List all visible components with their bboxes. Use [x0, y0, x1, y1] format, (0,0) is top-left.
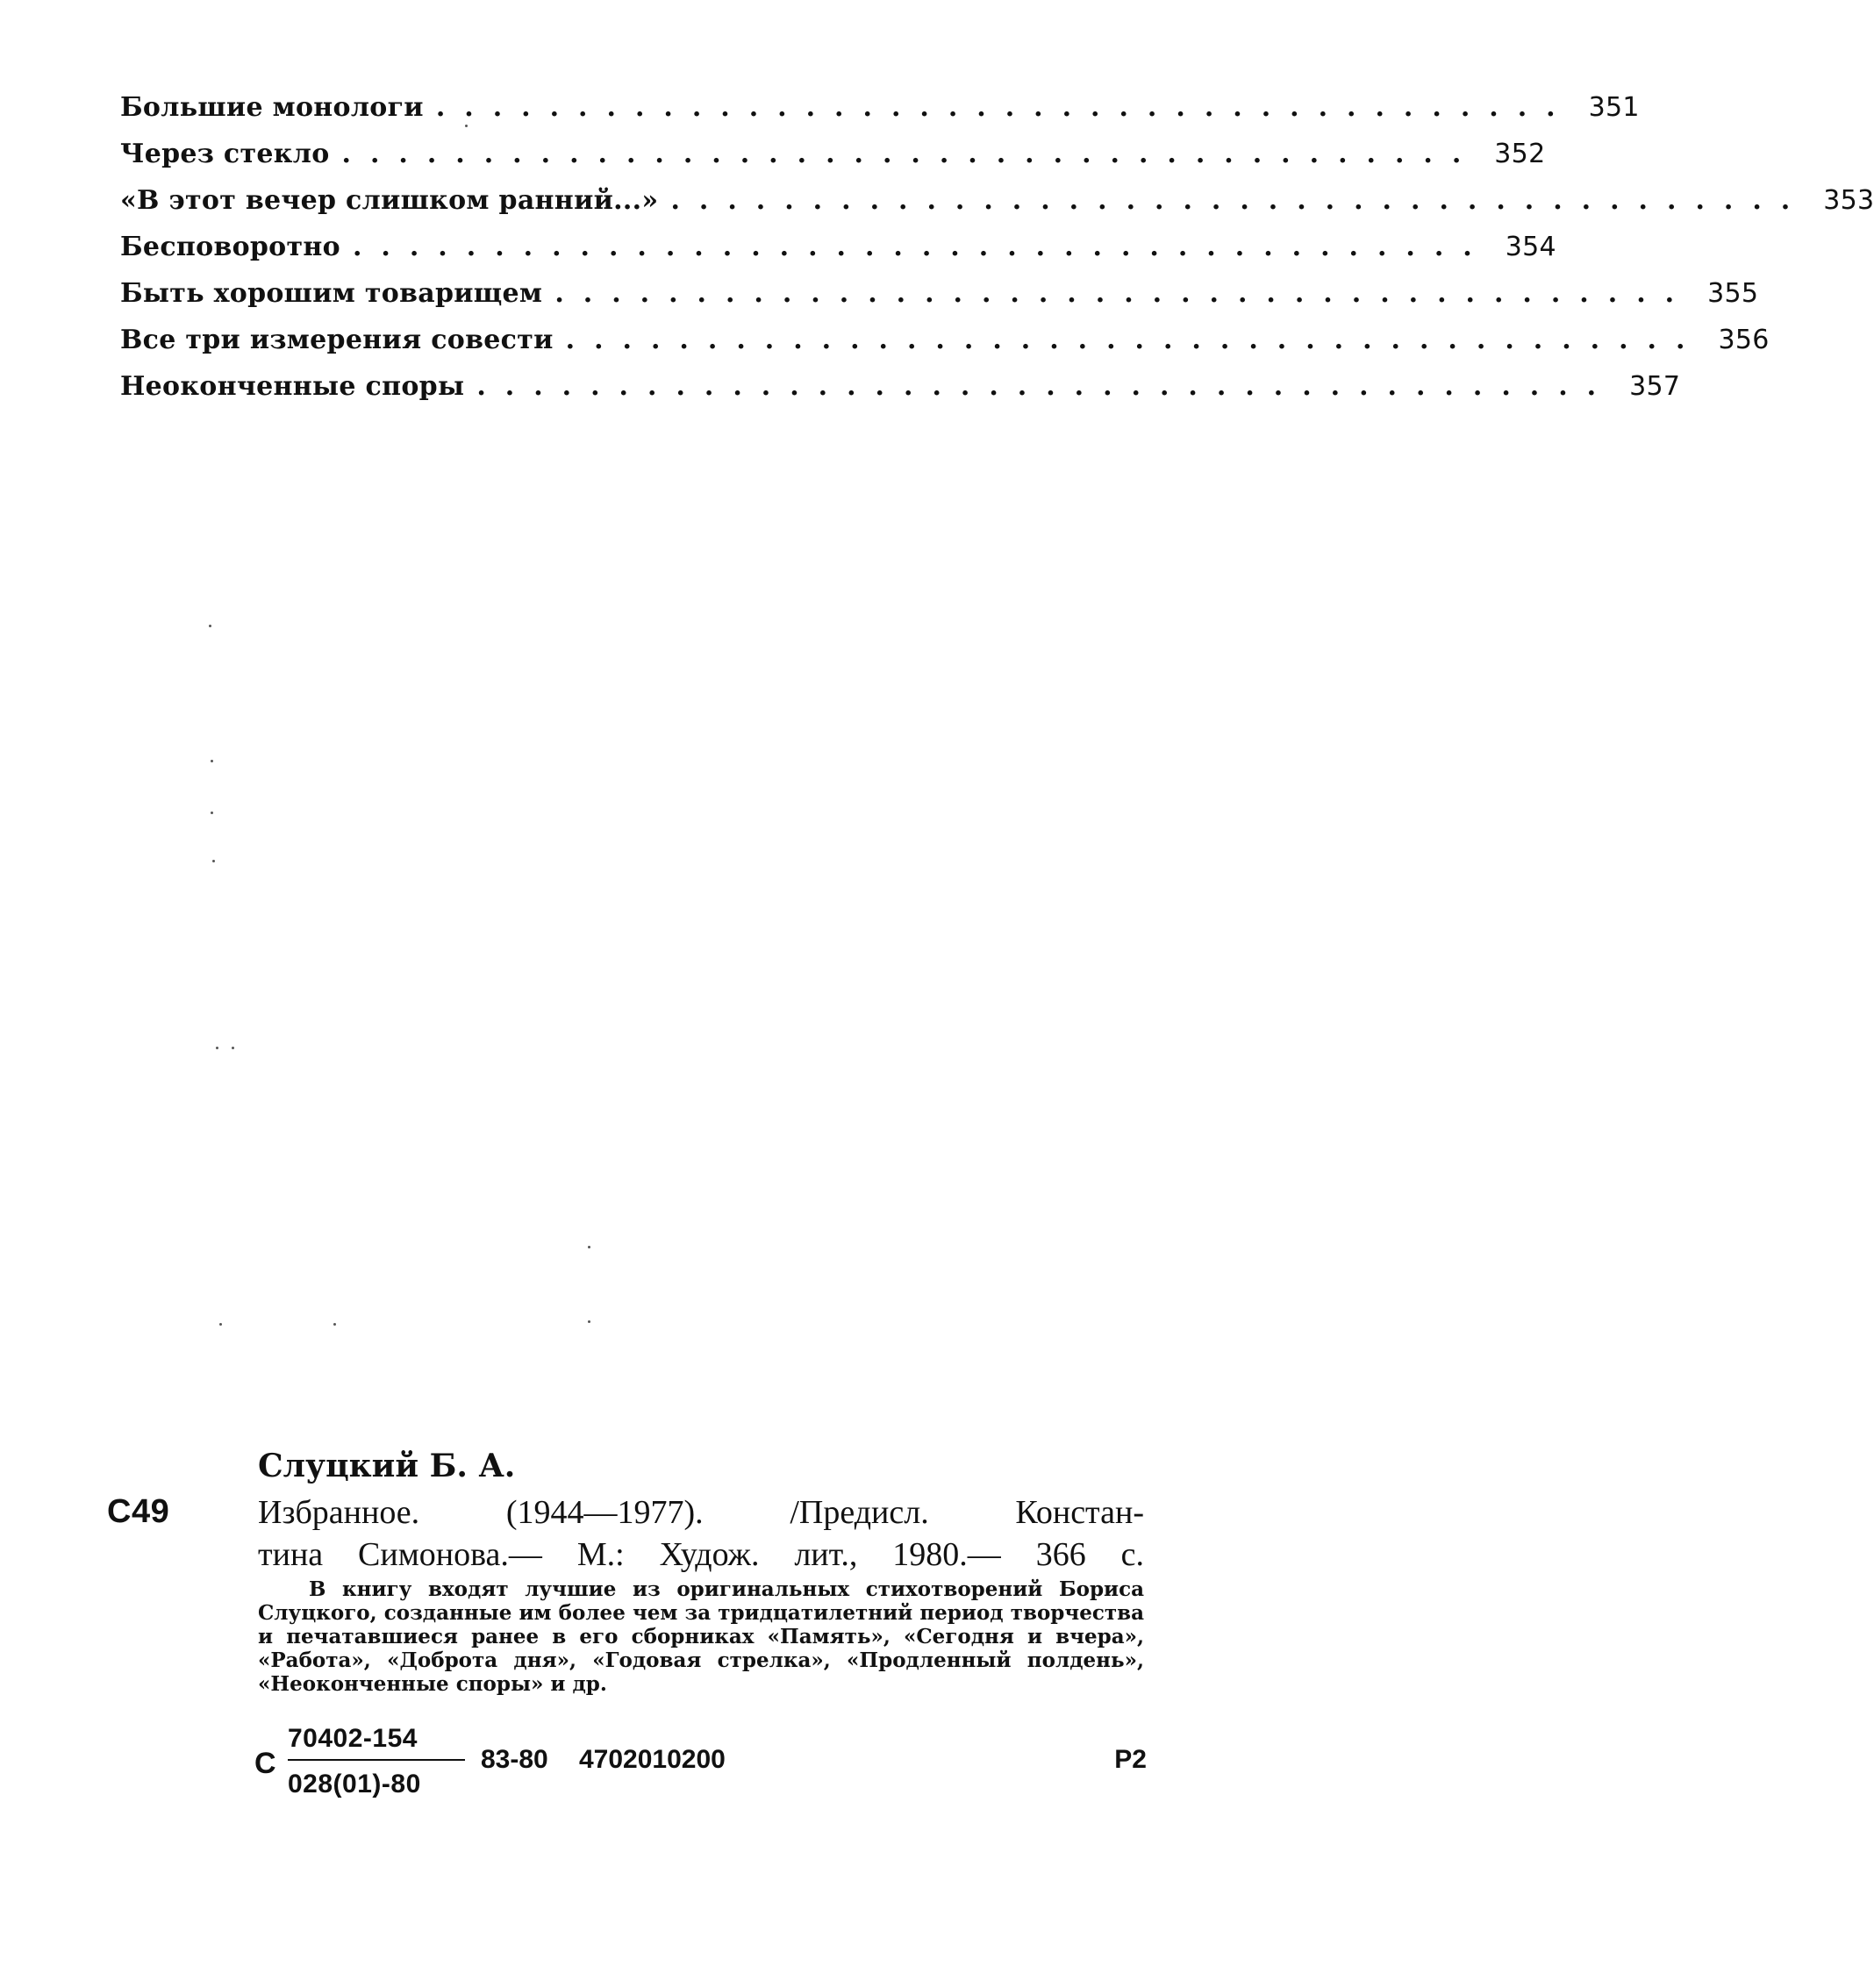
scan-speck	[216, 1047, 218, 1049]
code-number: 4702010200	[579, 1745, 726, 1774]
fraction-line	[288, 1759, 465, 1761]
code-denominator: 028(01)-80	[288, 1770, 421, 1798]
toc-entry-page: 356	[1718, 325, 1770, 355]
code-numerator: 70402-154	[288, 1724, 418, 1753]
toc-dot-leader: ........................................	[352, 232, 1491, 262]
toc-entry-page: 357	[1629, 371, 1681, 402]
toc-dot-leader: ........................................	[341, 139, 1481, 169]
toc-entry-page: 355	[1707, 278, 1759, 309]
toc-entry-title: Через стекло	[120, 139, 330, 169]
toc-entry	[120, 185, 1874, 232]
card-description-line-2: тина Симонова.— М.: Худож. лит., 1980.— 366 с.	[258, 1536, 1144, 1573]
card-author: Слуцкий Б. А.	[258, 1448, 516, 1484]
toc-dot-leader: ........................................	[476, 371, 1616, 402]
scan-speck	[211, 812, 213, 814]
scan-speck	[209, 625, 211, 627]
toc-dot-leader: ........................................	[435, 92, 1575, 123]
toc-dot-leader: ........................................	[554, 278, 1694, 309]
card-index: С49	[107, 1493, 170, 1530]
scan-speck	[588, 1320, 590, 1323]
toc-entry-title: Все три измерения совести	[120, 325, 554, 355]
toc-entry-title: Быть хорошим товарищем	[120, 278, 543, 309]
toc-dot-leader: ........................................	[670, 185, 1810, 216]
toc-entry	[120, 325, 1770, 371]
toc-entry-title: «В этот вечер слишком ранний...»	[120, 185, 659, 216]
scan-speck	[333, 1323, 336, 1326]
scan-speck	[465, 125, 468, 127]
toc-entry-title: Большие монологи	[120, 92, 424, 123]
toc-entry	[120, 139, 1546, 185]
toc-entry-page: 352	[1494, 139, 1546, 169]
toc-entry-page: 353	[1823, 185, 1874, 216]
scan-speck	[211, 760, 213, 762]
scan-speck	[219, 1323, 222, 1326]
toc-dot-leader: ........................................	[565, 325, 1705, 355]
card-description-line-1: Избранное. (1944—1977). /Предисл. Констан-	[258, 1494, 1144, 1531]
table-of-contents	[120, 92, 1874, 418]
scan-speck	[588, 1246, 590, 1248]
publishing-codes	[254, 1724, 1147, 1820]
toc-entry	[120, 232, 1556, 278]
code-letter: С	[254, 1747, 276, 1780]
toc-entry-title: Неоконченные споры	[120, 371, 465, 402]
toc-entry-page: 354	[1505, 232, 1556, 262]
toc-entry	[120, 278, 1759, 325]
toc-entry-title: Бесповоротно	[120, 232, 340, 262]
scan-speck	[212, 860, 215, 862]
toc-entry	[120, 92, 1640, 139]
card-annotation: В книгу входят лучшие из оригинальных стихотворений Бориса Слуцкого, созданные им более чем за тридцатилетний период творчества и печатавшиеся ранее в его сборниках «Память», «Сегодня и вчера», «Работа», «Доброта дня», «Годовая стрелка», «Продленный полдень», «Неоконченные споры» и др.	[258, 1577, 1144, 1696]
code-classification: Р2	[1114, 1745, 1147, 1774]
toc-entry	[120, 371, 1681, 418]
scan-speck	[232, 1047, 234, 1049]
code-order: 83-80	[481, 1745, 548, 1774]
toc-entry-page: 351	[1588, 92, 1640, 123]
